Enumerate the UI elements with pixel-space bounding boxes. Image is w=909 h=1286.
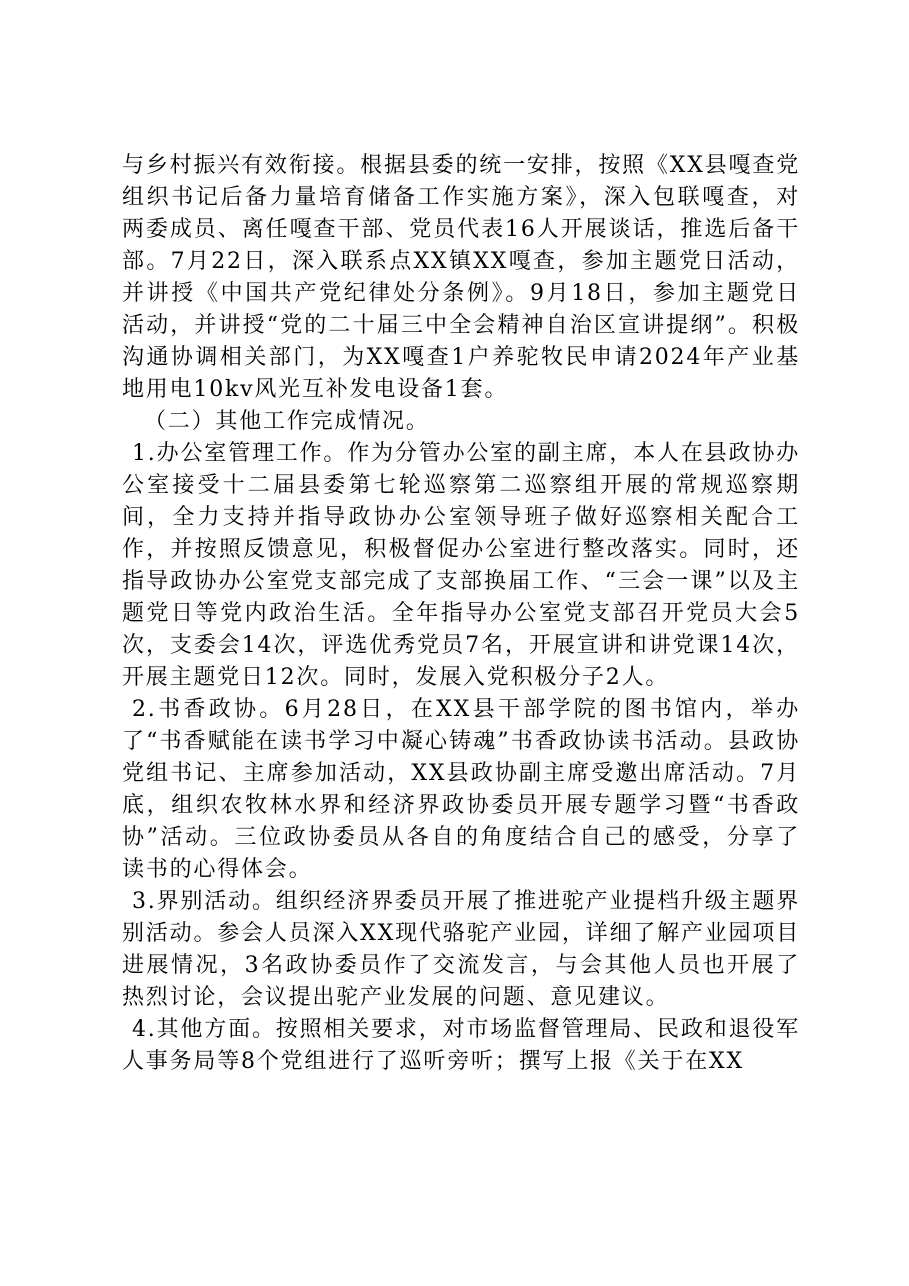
paragraph-other-aspects: 4.其他方面。按照相关要求，对市场监督管理局、民政和退役军人事务局等8个党组进行了巡听旁听；撰写上报《关于在XX	[122, 1017, 800, 1074]
document-body	[122, 150, 800, 1078]
paragraph-office-management: 1.办公室管理工作。作为分管办公室的副主席，本人在县政协办公室接受十二届县委第七轮巡察第二巡察组开展的常规巡察期间，全力支持并指导政协办公室领导班子做好巡察相关配合工作，并按照反馈意见，积极督促办公室进行整改落实。同时，还指导政协办公室党支部完成了支部换届工作、“三会一课”以及主题党日等党内政治生活。全年指导办公室党支部召开党员大会5次，支委会14次，评选优秀党员7名，开展宣讲和讲党课14次，开展主题党日12次。同时，发展入党积极分子2人。	[122, 441, 800, 690]
paragraph-continuation: 与乡村振兴有效衔接。根据县委的统一安排，按照《XX县嘎查党组织书记后备力量培育储备工作实施方案》，深入包联嘎查，对两委成员、离任嘎查干部、党员代表16人开展谈话，推选后备干部。7月22日，深入联系点XX镇XX嘎查，参加主题党日活动，并讲授《中国共产党纪律处分条例》。9月18日，参加主题党日活动，并讲授“党的二十届三中全会精神自治区宣讲提纲”。积极沟通协调相关部门，为XX嘎查1户养驼牧民申请2024年产业基地用电10kv风光互补发电设备1套。	[122, 153, 800, 402]
paragraph-reading-cppcc: 2.书香政协。6月28日，在XX县干部学院的图书馆内，举办了“书香赋能在读书学习中凝心铸魂”书香政协读书活动。县政协党组书记、主席参加活动，XX县政协副主席受邀出席活动。7月底，组织农牧林水界和经济界政协委员开展专题学习暨“书香政协”活动。三位政协委员从各自的角度结合自己的感受，分享了读书的心得体会。	[122, 697, 800, 882]
paragraph-sector-activity: 3.界别活动。组织经济界委员开展了推进驼产业提档升级主题界别活动。参会人员深入XX现代骆驼产业园，详细了解产业园项目进展情况，3名政协委员作了交流发言，与会其他人员也开展了热烈讨论，会议提出驼产业发展的问题、意见建议。	[122, 889, 800, 1010]
section-heading-other-work: （二）其他工作完成情况。	[144, 409, 430, 434]
